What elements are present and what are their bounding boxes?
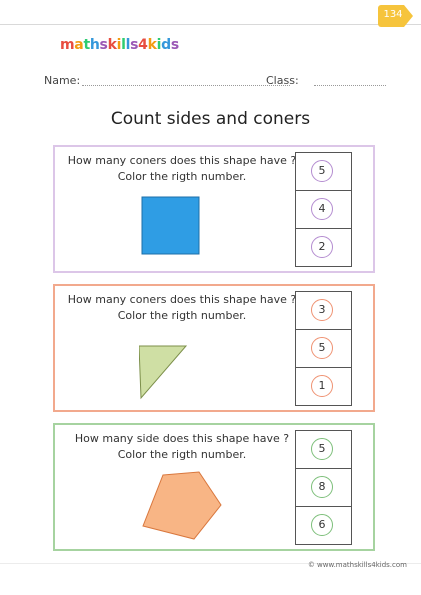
answer-cell: [296, 469, 351, 507]
logo-letter: s: [130, 37, 139, 53]
top-divider: [0, 24, 421, 25]
answer-cell: [296, 368, 351, 406]
answer-option[interactable]: 1: [311, 375, 333, 397]
pentagon-shape: [140, 471, 224, 543]
answer-option[interactable]: 5: [311, 438, 333, 460]
question-text: [67, 292, 297, 324]
answer-cell: [296, 229, 351, 267]
question-text: [67, 153, 297, 185]
instruction-line: Color the rigth number.: [117, 309, 247, 322]
question-line: How many coners does this shape have ?: [67, 154, 297, 167]
instruction-line: Color the rigth number.: [117, 170, 247, 183]
exercise-panel-3: [53, 423, 375, 551]
class-label: Class:: [266, 74, 299, 87]
answer-choices: [295, 430, 352, 545]
exercise-panel-1: [53, 145, 375, 273]
logo-letter: t: [83, 37, 90, 53]
answer-choices: [295, 291, 352, 406]
answer-cell: [296, 292, 351, 330]
question-line: How many side does this shape have ?: [74, 432, 290, 445]
logo-letter: 4: [138, 37, 148, 53]
page-number: 134: [383, 9, 403, 20]
logo-letter: m: [60, 37, 75, 53]
answer-cell: [296, 153, 351, 191]
name-label: Name:: [44, 74, 81, 87]
answer-option[interactable]: 8: [311, 476, 333, 498]
logo-letter: i: [156, 37, 162, 53]
answer-option[interactable]: 6: [311, 514, 333, 536]
logo-letter: k: [107, 37, 117, 53]
answer-cell: [296, 507, 351, 545]
logo-letter: h: [89, 37, 100, 53]
triangle-shape: [139, 344, 189, 400]
logo-letter: l: [125, 37, 131, 53]
worksheet-title: Count sides and coners: [110, 109, 311, 129]
answer-choices: [295, 152, 352, 267]
answer-option[interactable]: 5: [311, 337, 333, 359]
instruction-line: Color the rigth number.: [117, 448, 247, 461]
logo-letter: a: [74, 37, 84, 53]
footer-copyright: © www.mathskills4kids.com: [307, 561, 407, 569]
answer-option[interactable]: 5: [311, 160, 333, 182]
question-line: How many coners does this shape have ?: [67, 293, 297, 306]
answer-cell: [296, 191, 351, 229]
exercise-panel-2: [53, 284, 375, 412]
logo-letter: s: [170, 37, 179, 53]
logo-letter: k: [147, 37, 157, 53]
answer-option[interactable]: 3: [311, 299, 333, 321]
answer-cell: [296, 330, 351, 368]
logo-letter: s: [99, 37, 108, 53]
page-number-badge: [378, 5, 404, 27]
name-blank-line[interactable]: [82, 85, 290, 86]
answer-option[interactable]: 4: [311, 198, 333, 220]
logo-letter: d: [161, 37, 171, 53]
square-shape: [141, 196, 201, 256]
answer-option[interactable]: 2: [311, 236, 333, 258]
site-logo: [60, 37, 179, 53]
logo-letter: l: [121, 37, 126, 53]
question-text: [67, 431, 297, 463]
answer-cell: [296, 431, 351, 469]
name-class-row: [44, 74, 388, 90]
class-blank-line[interactable]: [314, 85, 386, 86]
logo-letter: i: [116, 37, 122, 53]
